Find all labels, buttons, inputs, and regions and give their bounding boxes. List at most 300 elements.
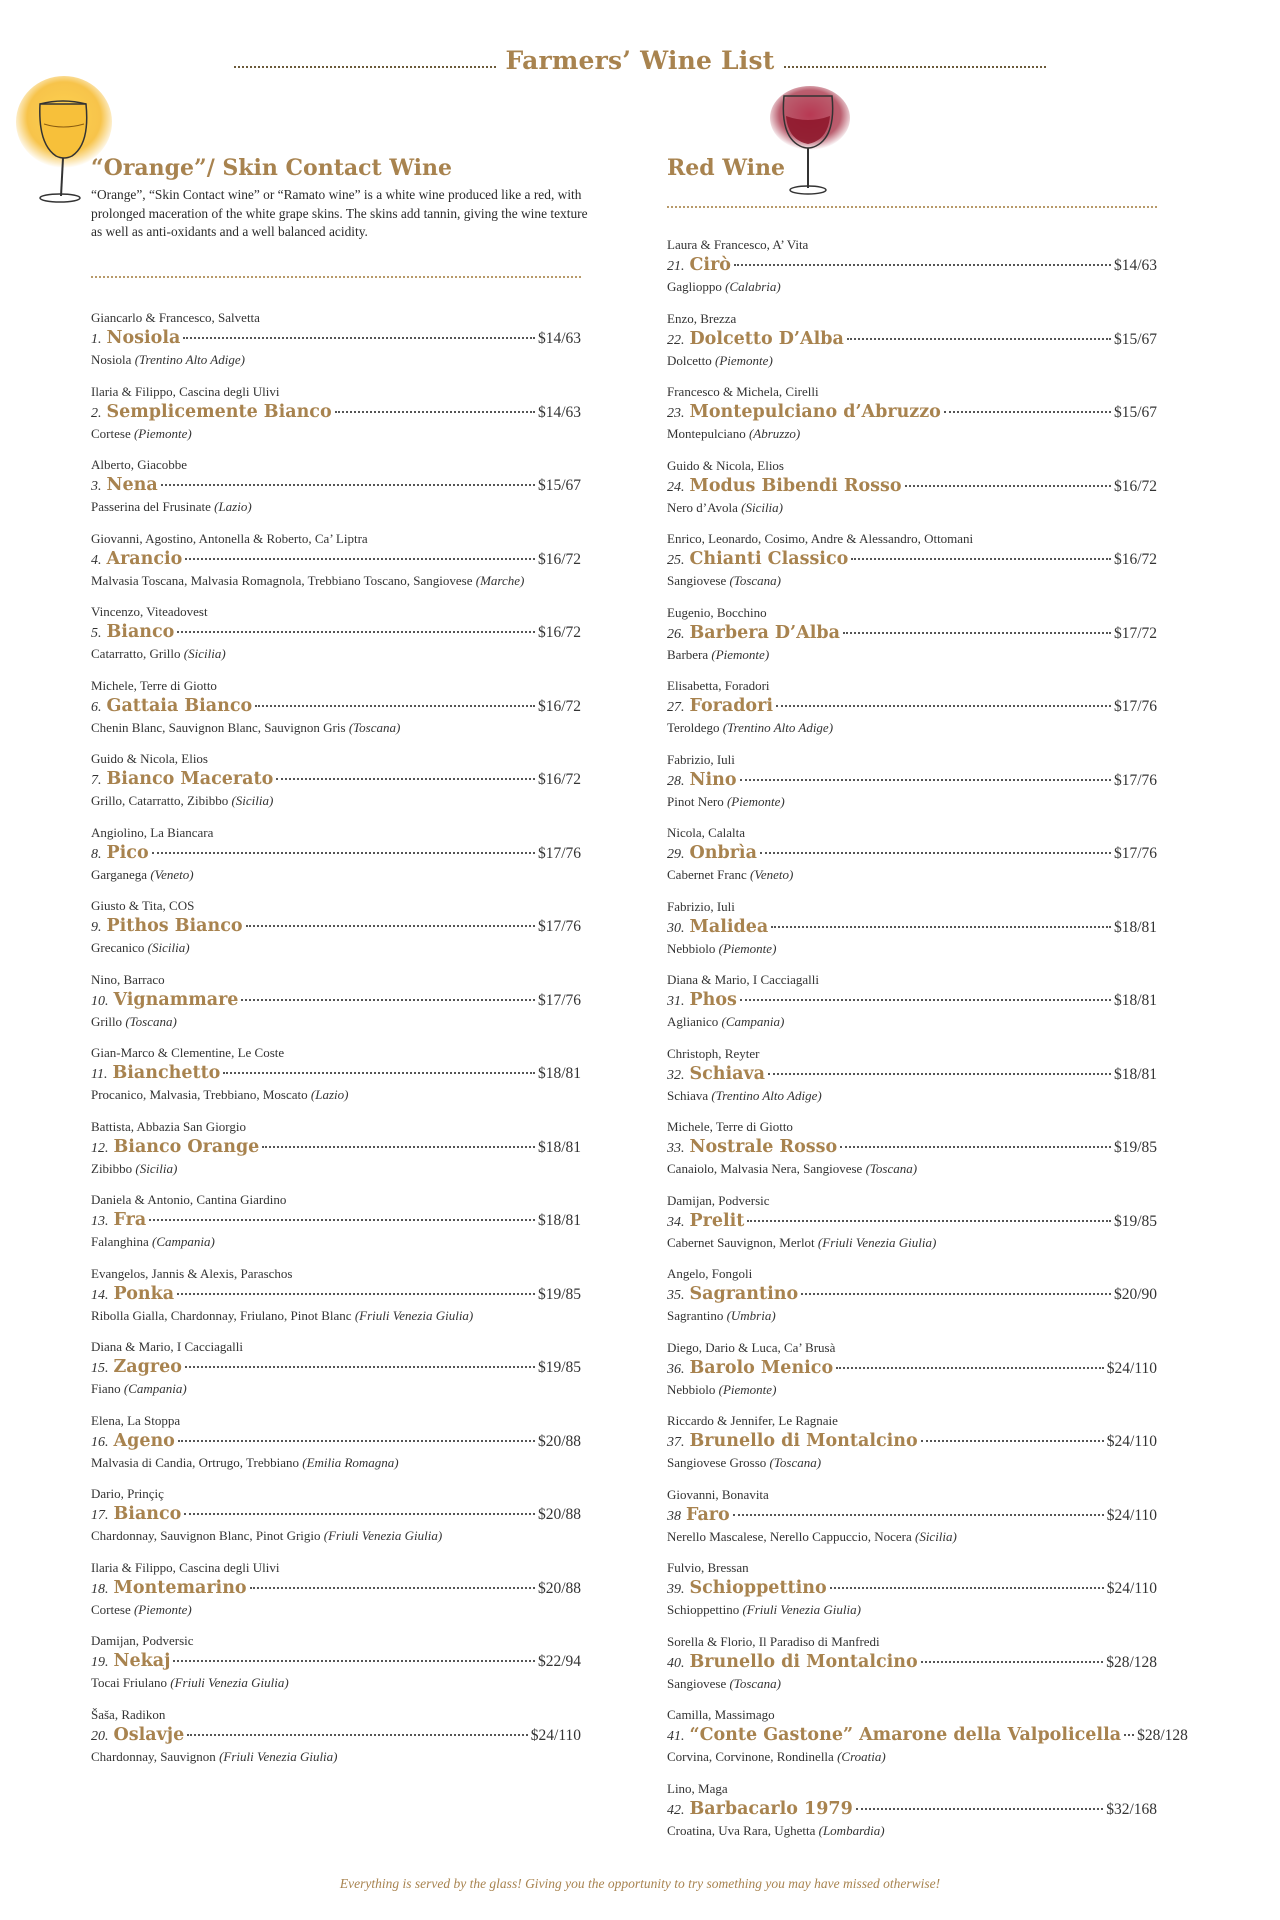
wine-number: 14. bbox=[91, 1287, 109, 1303]
dot-leader bbox=[187, 1734, 528, 1736]
wine-number: 36. bbox=[667, 1361, 685, 1377]
wine-name-line bbox=[667, 1284, 1157, 1308]
wine-item bbox=[91, 1633, 581, 1691]
wine-name-line bbox=[91, 843, 581, 867]
wine-grape-varieties: Nosiola bbox=[91, 352, 132, 367]
wine-price: $20/88 bbox=[537, 1579, 581, 1597]
wine-name-line bbox=[91, 990, 581, 1014]
wine-number: 42. bbox=[667, 1802, 685, 1818]
wine-item bbox=[667, 384, 1157, 442]
wine-number: 38 bbox=[667, 1508, 681, 1524]
wine-grape-varieties: Chardonnay, Sauvignon Blanc, Pinot Grigio bbox=[91, 1528, 321, 1543]
wine-item bbox=[91, 384, 581, 442]
wine-price: $18/81 bbox=[537, 1138, 581, 1156]
wine-grapes bbox=[667, 867, 1157, 883]
wine-producer: Diana & Mario, I Cacciagalli bbox=[667, 972, 819, 987]
wine-region: (Friuli Venezia Giulia) bbox=[354, 1307, 474, 1323]
dot-leader bbox=[246, 925, 535, 927]
wine-name: Bianco bbox=[106, 622, 175, 642]
wine-grapes bbox=[667, 1676, 1157, 1692]
wine-name: Cirò bbox=[689, 255, 731, 275]
wine-producer: Daniela & Antonio, Cantina Giardino bbox=[91, 1192, 287, 1207]
page-title-text: Farmers’ Wine List bbox=[505, 46, 775, 75]
red-section-rule bbox=[667, 206, 1157, 208]
wine-region: (Emilia Romagna) bbox=[302, 1454, 399, 1470]
dot-leader bbox=[740, 999, 1111, 1001]
wine-item bbox=[667, 752, 1157, 810]
wine-grape-varieties: Sangiovese bbox=[667, 1675, 727, 1691]
wine-name-line bbox=[667, 1211, 1157, 1235]
wine-producer: Christoph, Reyter bbox=[667, 1045, 760, 1061]
dot-leader bbox=[255, 705, 535, 707]
wine-name: Nostrale Rosso bbox=[689, 1137, 838, 1157]
wine-region: (Campania) bbox=[123, 1381, 187, 1396]
wine-name: Oslavje bbox=[113, 1724, 185, 1745]
dot-leader bbox=[747, 1220, 1111, 1222]
wine-name-line bbox=[667, 1725, 1188, 1749]
wine-producer: Michele, Terre di Giotto bbox=[667, 1119, 793, 1134]
wine-name: Bianco bbox=[113, 1504, 182, 1524]
wine-grapes bbox=[91, 1455, 581, 1471]
dot-leader bbox=[801, 1293, 1111, 1295]
wine-producer: Giovanni, Bonavita bbox=[667, 1486, 769, 1502]
wine-item bbox=[667, 605, 1157, 663]
wine-name-line bbox=[667, 402, 1157, 426]
wine-grapes bbox=[91, 1308, 581, 1324]
wine-producer: Camilla, Massimago bbox=[667, 1707, 775, 1722]
wine-name-line bbox=[667, 255, 1157, 279]
wine-name: Pithos Bianco bbox=[106, 916, 243, 936]
wine-number: 37. bbox=[667, 1435, 685, 1450]
wine-number: 31. bbox=[667, 994, 685, 1009]
wine-grapes bbox=[667, 720, 1157, 736]
dot-leader bbox=[768, 1073, 1111, 1075]
wine-number: 8. bbox=[91, 846, 102, 862]
wine-grape-varieties: Cabernet Sauvignon, Merlot bbox=[667, 1234, 815, 1250]
wine-grapes bbox=[91, 573, 581, 589]
wine-price: $18/81 bbox=[1113, 1065, 1157, 1083]
wine-number: 16. bbox=[91, 1434, 109, 1450]
wine-region: (Campania) bbox=[721, 1014, 785, 1029]
wine-grapes bbox=[91, 1234, 581, 1250]
wine-name-line bbox=[91, 1063, 581, 1087]
wine-region: (Sicilia) bbox=[231, 793, 274, 808]
wine-grapes bbox=[667, 1602, 1157, 1618]
wine-producer: Eugenio, Bocchino bbox=[667, 604, 767, 620]
wine-name: Barbera D’Alba bbox=[689, 622, 840, 643]
wine-price: $16/72 bbox=[537, 550, 581, 568]
wine-name-line bbox=[91, 1504, 581, 1528]
wine-item bbox=[91, 825, 581, 883]
wine-grapes bbox=[91, 1749, 581, 1765]
wine-name-line bbox=[91, 549, 581, 573]
wine-producer: Lino, Maga bbox=[667, 1780, 728, 1796]
wine-grapes bbox=[667, 941, 1157, 957]
wine-grape-varieties: Tocai Friulano bbox=[91, 1675, 167, 1690]
wine-price: $20/90 bbox=[1113, 1286, 1157, 1303]
wine-grape-varieties: Sagrantino bbox=[667, 1308, 724, 1323]
wine-grapes bbox=[667, 1235, 1157, 1251]
wine-name-line bbox=[91, 1284, 581, 1308]
orange-section-rule bbox=[91, 276, 581, 278]
wine-number: 1. bbox=[91, 332, 102, 347]
wine-name-line bbox=[667, 770, 1157, 794]
wine-name-line bbox=[667, 1431, 1157, 1455]
wine-region: (Sicilia) bbox=[741, 499, 784, 515]
dot-leader bbox=[335, 411, 535, 413]
wine-producer: Michele, Terre di Giotto bbox=[91, 677, 217, 693]
wine-grapes bbox=[91, 1675, 581, 1691]
wine-name: Vignammare bbox=[113, 989, 239, 1010]
wine-grape-varieties: Grillo bbox=[91, 1013, 123, 1029]
wine-price: $18/81 bbox=[537, 1212, 581, 1229]
wine-item bbox=[91, 1045, 581, 1103]
wine-name: Sagrantino bbox=[689, 1284, 799, 1304]
wine-grapes bbox=[91, 352, 581, 368]
wine-grapes bbox=[91, 646, 581, 662]
dot-leader bbox=[152, 852, 535, 854]
wine-name: Semplicemente Bianco bbox=[106, 401, 332, 422]
wine-name-line bbox=[91, 1431, 581, 1455]
wine-name-line bbox=[667, 1578, 1157, 1602]
wine-number: 28. bbox=[667, 773, 685, 789]
dot-leader bbox=[830, 1587, 1104, 1589]
wine-name-line bbox=[667, 990, 1157, 1014]
wine-producer: Ilaria & Filippo, Cascina degli Ulivi bbox=[91, 383, 280, 399]
dot-leader bbox=[921, 1440, 1104, 1442]
dot-leader bbox=[177, 1293, 535, 1295]
wine-price: $24/110 bbox=[530, 1726, 581, 1744]
wine-number: 17. bbox=[91, 1508, 109, 1523]
wine-region: (Calabria) bbox=[725, 279, 781, 294]
wine-producer: Dario, Prinçiç bbox=[91, 1486, 164, 1501]
wine-producer: Evangelos, Jannis & Alexis, Paraschos bbox=[91, 1265, 293, 1281]
wine-price: $19/85 bbox=[1113, 1212, 1157, 1230]
wine-item bbox=[667, 531, 1157, 589]
wine-grape-varieties: Procanico, Malvasia, Trebbiano, Moscato bbox=[91, 1087, 308, 1102]
wine-name-line bbox=[667, 843, 1157, 867]
dot-leader bbox=[177, 631, 535, 633]
wine-price: $17/76 bbox=[537, 991, 581, 1009]
wine-number: 23. bbox=[667, 406, 685, 421]
wine-name: Nekaj bbox=[113, 1651, 171, 1671]
wine-item bbox=[667, 1413, 1157, 1471]
wine-name: Schiava bbox=[689, 1063, 766, 1084]
wine-name-line bbox=[667, 549, 1157, 573]
wine-grapes bbox=[667, 1529, 1157, 1545]
wine-name-line bbox=[667, 1799, 1157, 1823]
wine-region: (Umbria) bbox=[726, 1308, 776, 1323]
wine-number: 27. bbox=[667, 700, 685, 715]
wine-producer: Sorella & Florio, Il Paradiso di Manfredi bbox=[667, 1633, 880, 1649]
wine-item bbox=[91, 1560, 581, 1618]
wine-grape-varieties: Croatina, Uva Rara, Ughetta bbox=[667, 1822, 816, 1838]
dot-leader bbox=[185, 1366, 535, 1368]
wine-name-line bbox=[91, 622, 581, 646]
wine-name-line bbox=[667, 476, 1157, 500]
dot-leader bbox=[836, 1367, 1104, 1369]
wine-item bbox=[667, 1193, 1157, 1251]
wine-number: 30. bbox=[667, 920, 685, 936]
wine-number: 7. bbox=[91, 773, 102, 788]
wine-item bbox=[91, 1413, 581, 1471]
wine-grapes bbox=[91, 1602, 581, 1618]
wine-name-line bbox=[91, 1578, 581, 1602]
wine-price: $19/85 bbox=[537, 1285, 581, 1303]
orange-section-description: “Orange”, “Skin Contact wine” or “Ramato wine” is a white wine produced like a red, with prolonged maceration of the white grape skins. The skins add tannin, giving the wine texture as well as anti-oxidants and a well balanced acidity. bbox=[91, 187, 588, 239]
wine-region: (Abruzzo) bbox=[748, 426, 801, 441]
wine-name: Bianco Orange bbox=[113, 1136, 260, 1157]
wine-item bbox=[91, 1486, 581, 1544]
wine-price: $15/67 bbox=[1113, 404, 1157, 421]
wine-producer: Laura & Francesco, A’ Vita bbox=[667, 237, 809, 252]
wine-grape-varieties: Corvina, Corvinone, Rondinella bbox=[667, 1749, 834, 1764]
wine-region: (Trentino Alto Adige) bbox=[134, 352, 245, 367]
wine-price: $17/76 bbox=[1113, 698, 1157, 715]
wine-producer: Fulvio, Bressan bbox=[667, 1560, 749, 1575]
wine-item bbox=[91, 678, 581, 736]
wine-region: (Lazio) bbox=[214, 499, 252, 514]
dot-leader bbox=[184, 1513, 535, 1515]
wine-name: Barolo Menico bbox=[689, 1357, 834, 1378]
wine-region: (Friuli Venezia Giulia) bbox=[323, 1528, 443, 1543]
wine-grape-varieties: Nerello Mascalese, Nerello Cappuccio, Nocera bbox=[667, 1528, 912, 1544]
wine-region: (Friuli Venezia Giulia) bbox=[742, 1602, 861, 1617]
wine-grape-varieties: Montepulciano bbox=[667, 426, 746, 441]
wine-price: $28/128 bbox=[1137, 1727, 1188, 1744]
wine-name: Gattaia Bianco bbox=[106, 695, 253, 716]
wine-region: (Piemonte) bbox=[718, 1381, 777, 1397]
wine-price: $16/72 bbox=[537, 624, 581, 641]
wine-producer: Alberto, Giacobbe bbox=[91, 457, 188, 472]
wine-name: Faro bbox=[686, 1504, 730, 1525]
wine-price: $14/63 bbox=[537, 403, 581, 421]
wine-number: 11. bbox=[91, 1067, 108, 1082]
wine-producer: Gian-Marco & Clementine, Le Coste bbox=[91, 1045, 285, 1060]
wine-name-line bbox=[667, 1505, 1157, 1529]
wine-name-line bbox=[667, 696, 1157, 720]
wine-grape-varieties: Canaiolo, Malvasia Nera, Sangiovese bbox=[667, 1161, 863, 1176]
dot-leader bbox=[276, 778, 535, 780]
wine-name-line bbox=[91, 1137, 581, 1161]
dot-leader bbox=[223, 1072, 535, 1074]
wine-name-line bbox=[91, 916, 581, 940]
wine-name: Pico bbox=[106, 842, 149, 863]
wine-name-line bbox=[667, 1137, 1157, 1161]
wine-producer: Giancarlo & Francesco, Salvetta bbox=[91, 310, 260, 325]
red-section-heading: Red Wine bbox=[667, 155, 785, 181]
wine-number: 34. bbox=[667, 1214, 685, 1230]
wine-name: “Conte Gastone” Amarone della Valpolicella bbox=[689, 1725, 1122, 1745]
wine-price: $20/88 bbox=[537, 1432, 581, 1450]
dot-leader bbox=[1124, 1734, 1134, 1736]
wine-grape-varieties: Chardonnay, Sauvignon bbox=[91, 1748, 216, 1764]
wine-item bbox=[91, 310, 581, 368]
wine-name: Bianco Macerato bbox=[106, 769, 274, 789]
wine-region: (Piemonte) bbox=[711, 646, 770, 662]
dot-leader bbox=[921, 1661, 1104, 1663]
dot-leader bbox=[760, 852, 1111, 854]
wine-name: Modus Bibendi Rosso bbox=[689, 475, 902, 496]
wine-name: Nena bbox=[106, 475, 158, 495]
wine-name: Schioppettino bbox=[689, 1578, 827, 1598]
wine-grape-varieties: Schioppettino bbox=[667, 1602, 740, 1617]
wine-grapes bbox=[667, 573, 1157, 589]
wine-region: (Sicilia) bbox=[183, 646, 226, 661]
wine-grape-varieties: Gaglioppo bbox=[667, 279, 722, 294]
wine-name-line bbox=[91, 475, 581, 499]
wine-number: 39. bbox=[667, 1582, 685, 1597]
wine-grapes bbox=[667, 1088, 1157, 1104]
wine-number: 22. bbox=[667, 332, 685, 348]
wine-producer: Angiolino, La Biancara bbox=[91, 824, 214, 840]
wine-producer: Enrico, Leonardo, Cosimo, Andre & Alessandro, Ottomani bbox=[667, 531, 974, 546]
wine-grapes bbox=[667, 1382, 1157, 1398]
wine-number: 25. bbox=[667, 553, 685, 568]
wine-number: 4. bbox=[91, 552, 102, 568]
wine-name: Ageno bbox=[113, 1430, 175, 1451]
wine-item bbox=[667, 1266, 1157, 1324]
wine-name-line bbox=[91, 1651, 581, 1675]
wine-name: Onbrìa bbox=[689, 843, 757, 863]
wine-grape-varieties: Dolcetto bbox=[667, 352, 712, 368]
wine-number: 32. bbox=[667, 1067, 685, 1083]
wine-grape-varieties: Teroldego bbox=[667, 720, 720, 735]
wine-grapes bbox=[667, 1749, 1157, 1765]
wine-grape-varieties: Garganega bbox=[91, 866, 148, 882]
page-title bbox=[0, 46, 1280, 75]
dot-leader bbox=[173, 1660, 535, 1662]
wine-name: Arancio bbox=[106, 548, 183, 569]
dot-leader bbox=[250, 1587, 535, 1589]
wine-grape-varieties: Catarratto, Grillo bbox=[91, 646, 181, 661]
wine-grapes bbox=[91, 793, 581, 809]
wine-number: 5. bbox=[91, 626, 102, 641]
dot-leader bbox=[740, 779, 1111, 781]
wine-price: $32/168 bbox=[1106, 1800, 1157, 1818]
dot-leader bbox=[183, 337, 535, 339]
wine-price: $28/128 bbox=[1106, 1653, 1157, 1671]
wine-grape-varieties: Malvasia di Candia, Ortrugo, Trebbiano bbox=[91, 1454, 299, 1470]
dot-leader bbox=[178, 1440, 535, 1442]
wine-producer: Francesco & Michela, Cirelli bbox=[667, 384, 819, 399]
title-rule-right bbox=[784, 66, 1046, 68]
wine-price: $18/81 bbox=[1113, 992, 1157, 1009]
wine-number: 24. bbox=[667, 479, 685, 495]
wine-number: 41. bbox=[667, 1729, 685, 1744]
wine-item bbox=[91, 898, 581, 956]
wine-grapes bbox=[91, 940, 581, 956]
wine-producer: Giovanni, Agostino, Antonella & Roberto, Ca’ Liptra bbox=[91, 530, 368, 546]
wine-grapes bbox=[667, 794, 1157, 810]
dot-leader bbox=[840, 1146, 1111, 1148]
wine-price: $24/110 bbox=[1106, 1580, 1157, 1597]
dot-leader bbox=[843, 632, 1111, 634]
dot-leader bbox=[149, 1219, 535, 1221]
wine-producer: Vincenzo, Viteadovest bbox=[91, 604, 208, 619]
wine-region: (Piemonte) bbox=[715, 352, 773, 368]
wine-price: $15/67 bbox=[1113, 330, 1157, 348]
wine-grape-varieties: Ribolla Gialla, Chardonnay, Friulano, Pinot Blanc bbox=[91, 1307, 352, 1323]
wine-price: $16/72 bbox=[537, 771, 581, 788]
dot-leader bbox=[771, 926, 1111, 928]
wine-name: Prelit bbox=[689, 1210, 745, 1231]
wine-name: Ponka bbox=[113, 1283, 175, 1304]
dot-leader bbox=[905, 485, 1111, 487]
wine-producer: Diego, Dario & Luca, Ca’ Brusà bbox=[667, 1339, 836, 1355]
wine-grape-varieties: Nebbiolo bbox=[667, 940, 716, 956]
dot-leader bbox=[856, 1808, 1103, 1810]
dot-leader bbox=[262, 1146, 535, 1148]
wine-price: $14/63 bbox=[1113, 257, 1157, 274]
wine-grape-varieties: Malvasia Toscana, Malvasia Romagnola, Trebbiano Toscano, Sangiovese bbox=[91, 572, 473, 588]
wine-item bbox=[667, 1119, 1157, 1177]
wine-region: (Veneto) bbox=[750, 867, 794, 882]
wine-name-line bbox=[667, 917, 1157, 941]
wine-grape-varieties: Aglianico bbox=[667, 1014, 719, 1029]
wine-item bbox=[667, 237, 1157, 295]
wine-region: (Friuli Venezia Giulia) bbox=[170, 1675, 289, 1690]
dot-leader bbox=[161, 484, 535, 486]
wine-grape-varieties: Cortese bbox=[91, 1601, 131, 1617]
red-wine-glass-icon bbox=[766, 84, 856, 200]
wine-name: Brunello di Montalcino bbox=[689, 1651, 918, 1672]
wine-name: Montepulciano d’Abruzzo bbox=[689, 402, 941, 422]
wine-region: (Toscana) bbox=[125, 1013, 177, 1029]
wine-item bbox=[91, 457, 581, 515]
wine-region: (Croatia) bbox=[837, 1749, 886, 1764]
dot-leader bbox=[776, 705, 1111, 707]
wine-name: Chianti Classico bbox=[689, 549, 849, 569]
wine-region: (Friuli Venezia Giulia) bbox=[817, 1234, 937, 1250]
wine-item bbox=[667, 678, 1157, 736]
wine-grape-varieties: Cortese bbox=[91, 425, 131, 441]
wine-grape-varieties: Sangiovese Grosso bbox=[667, 1455, 767, 1470]
wine-number: 13. bbox=[91, 1214, 109, 1229]
wine-producer: Fabrizio, Iuli bbox=[667, 898, 735, 914]
wine-grapes bbox=[91, 1014, 581, 1030]
wine-item bbox=[667, 825, 1157, 883]
wine-region: (Piemonte) bbox=[133, 425, 192, 441]
dot-leader bbox=[847, 338, 1111, 340]
wine-grapes bbox=[667, 1308, 1157, 1324]
wine-name-line bbox=[91, 328, 581, 352]
wine-region: (Lombardia) bbox=[818, 1822, 885, 1838]
wine-grape-varieties: Pinot Nero bbox=[667, 793, 724, 809]
wine-grape-varieties: Grecanico bbox=[91, 940, 145, 955]
wine-grapes bbox=[91, 1381, 581, 1397]
wine-name-line bbox=[91, 696, 581, 720]
wine-grapes bbox=[91, 867, 581, 883]
wine-producer: Guido & Nicola, Elios bbox=[667, 457, 784, 473]
wine-producer: Diana & Mario, I Cacciagalli bbox=[91, 1339, 243, 1354]
wine-name-line bbox=[91, 1357, 581, 1381]
wine-region: (Toscana) bbox=[729, 573, 781, 588]
wine-grape-varieties: Passerina del Frusinate bbox=[91, 499, 211, 514]
wine-item bbox=[667, 1707, 1188, 1765]
wine-number: 19. bbox=[91, 1655, 109, 1670]
wine-number: 29. bbox=[667, 847, 685, 862]
wine-item bbox=[91, 1266, 581, 1324]
wine-price: $16/72 bbox=[537, 697, 581, 715]
wine-grapes bbox=[91, 426, 581, 442]
dot-leader bbox=[944, 411, 1111, 413]
wine-name-line bbox=[91, 1725, 581, 1749]
wine-name-line bbox=[91, 769, 581, 793]
wine-price: $17/76 bbox=[537, 918, 581, 935]
wine-name: Phos bbox=[689, 990, 737, 1010]
wine-region: (Marche) bbox=[475, 572, 525, 588]
